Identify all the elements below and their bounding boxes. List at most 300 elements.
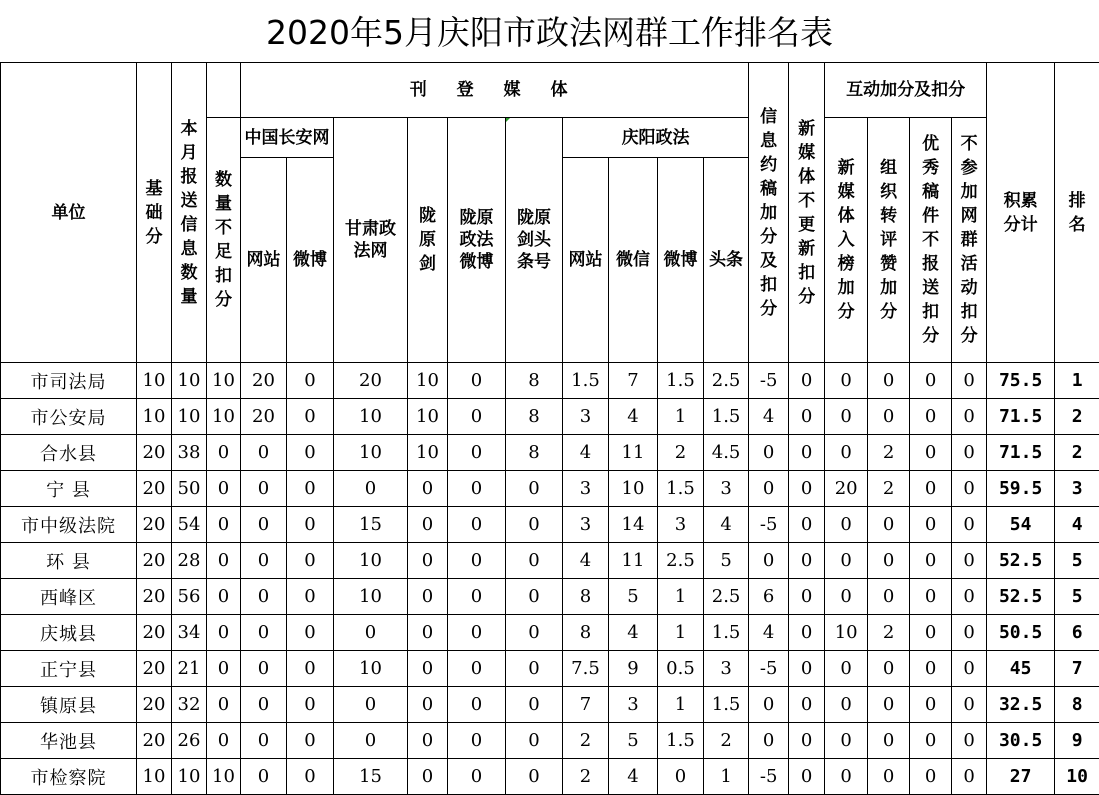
cell-value: 0 xyxy=(952,399,987,435)
cell-value: 0 xyxy=(408,723,448,759)
cell-value: 0 xyxy=(334,723,408,759)
cell-value: 38 xyxy=(172,435,207,471)
header-qy-toutiao: 头条 xyxy=(704,158,749,363)
cell-value: 1 xyxy=(658,579,704,615)
cell-value: 0 xyxy=(207,579,241,615)
cell-unit: 正宁县 xyxy=(1,651,137,687)
table-row xyxy=(1,507,1099,543)
cell-value: 2 xyxy=(658,435,704,471)
cell-value: 0 xyxy=(868,507,910,543)
cell-value: 7 xyxy=(563,687,609,723)
cell-value: 0 xyxy=(448,651,506,687)
cell-rank: 2 xyxy=(1055,399,1099,435)
cell-value: 0 xyxy=(241,651,287,687)
cell-value: 0 xyxy=(952,615,987,651)
cell-value: 10 xyxy=(334,435,408,471)
cell-value: 10 xyxy=(137,759,172,795)
cell-value: 0 xyxy=(506,759,563,795)
cell-value: 20 xyxy=(137,435,172,471)
header-qy-site: 网站 xyxy=(563,158,609,363)
header-reported: 本月报送信息数量 xyxy=(172,63,207,363)
cell-value: 3 xyxy=(704,651,749,687)
cell-value: 32 xyxy=(172,687,207,723)
cell-value: 0 xyxy=(506,507,563,543)
cell-value: 0 xyxy=(825,759,868,795)
cell-value: 50 xyxy=(172,471,207,507)
cell-value: 1.5 xyxy=(704,615,749,651)
cell-rank: 8 xyxy=(1055,687,1099,723)
table-body xyxy=(1,363,1099,795)
cell-value: 0 xyxy=(241,759,287,795)
cell-value: 0 xyxy=(825,651,868,687)
cell-total: 27 xyxy=(987,759,1055,795)
header-total: 积累分计 xyxy=(987,63,1055,363)
table-row xyxy=(1,687,1099,723)
cell-rank: 5 xyxy=(1055,579,1099,615)
cell-value: 0 xyxy=(207,615,241,651)
cell-value: 3 xyxy=(563,507,609,543)
cell-value: 2.5 xyxy=(704,579,749,615)
cell-value: 0 xyxy=(287,543,334,579)
header-qingyang: 庆阳政法 xyxy=(563,118,749,158)
cell-value: 1.5 xyxy=(658,363,704,399)
cell-value: 0 xyxy=(910,723,952,759)
cell-value: 2 xyxy=(868,435,910,471)
cell-value: 0 xyxy=(910,543,952,579)
cell-value: 0 xyxy=(241,435,287,471)
cell-value: 0 xyxy=(952,687,987,723)
header-excellent: 优秀稿件不报送扣分 xyxy=(910,118,952,363)
cell-value: 28 xyxy=(172,543,207,579)
header-no-update: 新媒体不更新扣分 xyxy=(789,63,825,363)
cell-value: 0 xyxy=(448,723,506,759)
cell-value: 0 xyxy=(789,759,825,795)
cell-value: 4 xyxy=(609,399,658,435)
cell-value: 34 xyxy=(172,615,207,651)
cell-rank: 3 xyxy=(1055,471,1099,507)
cell-value: 0 xyxy=(506,471,563,507)
cell-value: 15 xyxy=(334,507,408,543)
cell-unit: 市司法局 xyxy=(1,363,137,399)
table-header xyxy=(1,63,1099,363)
cell-unit: 市公安局 xyxy=(1,399,137,435)
cell-value: 20 xyxy=(137,723,172,759)
cell-value: 0 xyxy=(287,651,334,687)
cell-value: 0 xyxy=(287,687,334,723)
cell-value: 0.5 xyxy=(658,651,704,687)
header-unit: 单位 xyxy=(1,63,137,363)
cell-value: 0 xyxy=(241,579,287,615)
cell-total: 32.5 xyxy=(987,687,1055,723)
cell-value: 0 xyxy=(334,471,408,507)
cell-value: 8 xyxy=(506,399,563,435)
cell-value: 7 xyxy=(609,363,658,399)
cell-value: 0 xyxy=(789,507,825,543)
cell-value: 0 xyxy=(910,507,952,543)
cell-value: 0 xyxy=(207,723,241,759)
cell-value: 0 xyxy=(506,723,563,759)
cell-total: 52.5 xyxy=(987,543,1055,579)
cell-rank: 2 xyxy=(1055,435,1099,471)
cell-value: 8 xyxy=(506,363,563,399)
table-row xyxy=(1,363,1099,399)
ranking-table xyxy=(0,62,1099,795)
cell-value: 5 xyxy=(609,579,658,615)
cell-value: 56 xyxy=(172,579,207,615)
cell-value: 0 xyxy=(287,579,334,615)
cell-value: 11 xyxy=(609,543,658,579)
cell-value: 0 xyxy=(952,543,987,579)
cell-value: 0 xyxy=(241,471,287,507)
page-title: 2020年5月庆阳市政法网群工作排名表 xyxy=(266,13,833,52)
cell-value: 20 xyxy=(137,651,172,687)
cell-value: 0 xyxy=(910,759,952,795)
cell-value: 0 xyxy=(408,615,448,651)
cell-value: 2.5 xyxy=(704,363,749,399)
cell-value: 5 xyxy=(704,543,749,579)
cell-value: 0 xyxy=(868,543,910,579)
table-row xyxy=(1,615,1099,651)
cell-value: 3 xyxy=(609,687,658,723)
cell-value: 20 xyxy=(825,471,868,507)
cell-value: 10 xyxy=(137,399,172,435)
table-row xyxy=(1,759,1099,795)
cell-value: 0 xyxy=(868,399,910,435)
cell-value: 0 xyxy=(952,723,987,759)
cell-value: 0 xyxy=(789,399,825,435)
cell-value: 1 xyxy=(658,399,704,435)
cell-value: 0 xyxy=(207,651,241,687)
table-row xyxy=(1,651,1099,687)
cell-value: 20 xyxy=(241,399,287,435)
cell-value: 2 xyxy=(563,759,609,795)
cell-value: 0 xyxy=(825,363,868,399)
cell-value: 3 xyxy=(563,471,609,507)
cell-value: 8 xyxy=(563,615,609,651)
cell-value: 0 xyxy=(910,399,952,435)
cell-value: 10 xyxy=(334,399,408,435)
cell-value: 0 xyxy=(952,759,987,795)
cell-unit: 市中级法院 xyxy=(1,507,137,543)
cell-value: 2 xyxy=(563,723,609,759)
cell-value: 11 xyxy=(609,435,658,471)
cell-value: 0 xyxy=(287,723,334,759)
cell-value: 6 xyxy=(749,579,789,615)
cell-value: 4 xyxy=(563,435,609,471)
cell-total: 71.5 xyxy=(987,399,1055,435)
cell-value: 0 xyxy=(506,543,563,579)
cell-value: 0 xyxy=(287,471,334,507)
cell-total: 52.5 xyxy=(987,579,1055,615)
table-row xyxy=(1,399,1099,435)
cell-value: 1 xyxy=(658,687,704,723)
cell-value: 0 xyxy=(448,435,506,471)
table-row xyxy=(1,435,1099,471)
cell-value: 0 xyxy=(241,615,287,651)
cell-value: 20 xyxy=(137,471,172,507)
cell-value: 10 xyxy=(408,363,448,399)
header-changan-weibo: 微博 xyxy=(287,158,334,363)
cell-value: 0 xyxy=(207,435,241,471)
header-gansu: 甘肃政法网 xyxy=(334,118,408,363)
header-qy-weibo: 微博 xyxy=(658,158,704,363)
cell-value: 0 xyxy=(334,687,408,723)
cell-value: 0 xyxy=(207,507,241,543)
cell-value: 0 xyxy=(287,363,334,399)
cell-value: 0 xyxy=(789,435,825,471)
cell-value: -5 xyxy=(749,651,789,687)
cell-value: 0 xyxy=(910,579,952,615)
cell-value: 0 xyxy=(789,579,825,615)
cell-value: 8 xyxy=(506,435,563,471)
cell-value: 0 xyxy=(868,579,910,615)
cell-value: 0 xyxy=(910,615,952,651)
cell-value: 0 xyxy=(789,615,825,651)
cell-value: 0 xyxy=(287,759,334,795)
cell-value: 10 xyxy=(825,615,868,651)
header-interact-group: 互动加分及扣分 xyxy=(825,63,987,118)
cell-unit: 镇原县 xyxy=(1,687,137,723)
cell-unit: 市检察院 xyxy=(1,759,137,795)
cell-value: 20 xyxy=(137,687,172,723)
header-absent: 不参加网群活动扣分 xyxy=(952,118,987,363)
cell-value: 10 xyxy=(207,759,241,795)
cell-value: 15 xyxy=(334,759,408,795)
cell-value: 2 xyxy=(868,615,910,651)
cell-value: 0 xyxy=(910,363,952,399)
header-longyuan-weibo: 陇原政法微博 xyxy=(448,118,506,363)
cell-value: 10 xyxy=(609,471,658,507)
cell-value: 21 xyxy=(172,651,207,687)
cell-value: 4 xyxy=(749,615,789,651)
cell-value: 0 xyxy=(241,507,287,543)
cell-value: 0 xyxy=(287,399,334,435)
cell-value: 10 xyxy=(334,651,408,687)
cell-value: 0 xyxy=(241,687,287,723)
cell-rank: 4 xyxy=(1055,507,1099,543)
cell-value: 0 xyxy=(910,435,952,471)
cell-value: 0 xyxy=(658,759,704,795)
header-base: 基础分 xyxy=(137,63,172,363)
cell-value: 10 xyxy=(408,399,448,435)
header-rank-list: 新媒体入榜加分 xyxy=(825,118,868,363)
cell-value: 4 xyxy=(704,507,749,543)
cell-value: 0 xyxy=(448,543,506,579)
cell-total: 45 xyxy=(987,651,1055,687)
cell-value: 54 xyxy=(172,507,207,543)
cell-value: 0 xyxy=(207,543,241,579)
cell-unit: 合水县 xyxy=(1,435,137,471)
cell-value: 0 xyxy=(868,759,910,795)
cell-value: 0 xyxy=(825,507,868,543)
cell-value: 0 xyxy=(506,651,563,687)
cell-value: 0 xyxy=(789,651,825,687)
table-row xyxy=(1,471,1099,507)
cell-rank: 7 xyxy=(1055,651,1099,687)
header-longyuan: 陇原剑 xyxy=(408,118,448,363)
cell-value: 0 xyxy=(448,615,506,651)
cell-value: 0 xyxy=(910,471,952,507)
cell-value: 10 xyxy=(207,399,241,435)
cell-value: 0 xyxy=(789,471,825,507)
cell-value: 0 xyxy=(749,435,789,471)
cell-value: 0 xyxy=(789,543,825,579)
cell-value: 0 xyxy=(952,471,987,507)
cell-value: 0 xyxy=(952,363,987,399)
cell-value: 0 xyxy=(408,543,448,579)
header-commission: 信息约稿加分及扣分 xyxy=(749,63,789,363)
cell-value: 0 xyxy=(448,363,506,399)
cell-value: 0 xyxy=(825,723,868,759)
cell-value: 20 xyxy=(334,363,408,399)
cell-value: 2 xyxy=(868,471,910,507)
cell-value: 0 xyxy=(952,507,987,543)
cell-value: 0 xyxy=(749,723,789,759)
cell-value: -5 xyxy=(749,363,789,399)
cell-value: 2.5 xyxy=(658,543,704,579)
cell-unit: 环 县 xyxy=(1,543,137,579)
cell-value: 0 xyxy=(287,435,334,471)
cell-value: 0 xyxy=(408,579,448,615)
cell-value: 0 xyxy=(825,687,868,723)
cell-value: 10 xyxy=(172,363,207,399)
cell-value: 20 xyxy=(137,579,172,615)
cell-value: 10 xyxy=(137,363,172,399)
cell-total: 50.5 xyxy=(987,615,1055,651)
cell-value: 0 xyxy=(448,471,506,507)
cell-unit: 宁 县 xyxy=(1,471,137,507)
cell-value: 4.5 xyxy=(704,435,749,471)
cell-value: 9 xyxy=(609,651,658,687)
cell-value: 0 xyxy=(448,507,506,543)
cell-value: 0 xyxy=(448,759,506,795)
table-row xyxy=(1,543,1099,579)
cell-total: 71.5 xyxy=(987,435,1055,471)
cell-value: 1 xyxy=(704,759,749,795)
cell-value: 0 xyxy=(789,363,825,399)
cell-value: 1.5 xyxy=(704,399,749,435)
cell-value: 0 xyxy=(868,363,910,399)
cell-value: 0 xyxy=(749,687,789,723)
cell-rank: 5 xyxy=(1055,543,1099,579)
cell-value: 1.5 xyxy=(563,363,609,399)
cell-value: 0 xyxy=(910,687,952,723)
cell-value: 14 xyxy=(609,507,658,543)
cell-value: 0 xyxy=(408,759,448,795)
cell-value: 0 xyxy=(789,687,825,723)
cell-total: 30.5 xyxy=(987,723,1055,759)
cell-value: 1.5 xyxy=(658,471,704,507)
cell-value: 0 xyxy=(241,723,287,759)
cell-value: 0 xyxy=(334,615,408,651)
cell-value: 0 xyxy=(506,615,563,651)
cell-value: 3 xyxy=(563,399,609,435)
cell-value: 0 xyxy=(448,687,506,723)
cell-total: 75.5 xyxy=(987,363,1055,399)
cell-rank: 10 xyxy=(1055,759,1099,795)
cell-rank: 9 xyxy=(1055,723,1099,759)
cell-value: 10 xyxy=(334,543,408,579)
cell-value: 2 xyxy=(704,723,749,759)
header-qy-wechat: 微信 xyxy=(609,158,658,363)
cell-value: 0 xyxy=(789,723,825,759)
cell-value: 0 xyxy=(506,579,563,615)
header-insufficient: 数量不足扣分 xyxy=(207,118,241,363)
header-forward: 组织转评赞加分 xyxy=(868,118,910,363)
cell-unit: 庆城县 xyxy=(1,615,137,651)
cell-value: 0 xyxy=(868,723,910,759)
table-row xyxy=(1,579,1099,615)
cell-value: 3 xyxy=(658,507,704,543)
cell-value: 4 xyxy=(609,759,658,795)
cell-unit: 西峰区 xyxy=(1,579,137,615)
cell-value: 4 xyxy=(563,543,609,579)
header-longyuan-toutiao: 陇原剑头条号 xyxy=(506,118,563,363)
cell-value: 4 xyxy=(749,399,789,435)
header-rank: 排名 xyxy=(1055,63,1099,363)
cell-value: 0 xyxy=(825,543,868,579)
cell-value: 0 xyxy=(448,399,506,435)
cell-rank: 6 xyxy=(1055,615,1099,651)
cell-value: 0 xyxy=(207,471,241,507)
cell-value: 0 xyxy=(207,687,241,723)
cell-total: 59.5 xyxy=(987,471,1055,507)
header-media-group: 刊 登 媒 体 xyxy=(241,63,749,118)
cell-value: 0 xyxy=(287,507,334,543)
cell-value: 0 xyxy=(749,543,789,579)
cell-value: 0 xyxy=(868,687,910,723)
cell-rank: 1 xyxy=(1055,363,1099,399)
cell-value: 0 xyxy=(952,579,987,615)
cell-value: -5 xyxy=(749,759,789,795)
cell-total: 54 xyxy=(987,507,1055,543)
cell-value: 20 xyxy=(137,543,172,579)
cell-unit: 华池县 xyxy=(1,723,137,759)
cell-value: 10 xyxy=(408,435,448,471)
cell-value: 1.5 xyxy=(658,723,704,759)
cell-value: 5 xyxy=(609,723,658,759)
cell-value: 0 xyxy=(952,651,987,687)
cell-value: 0 xyxy=(825,399,868,435)
cell-value: 0 xyxy=(825,435,868,471)
header-changan-site: 网站 xyxy=(241,158,287,363)
cell-value: 0 xyxy=(408,507,448,543)
header-changan: 中国长安网 xyxy=(241,118,334,158)
cell-value: 0 xyxy=(506,687,563,723)
cell-value: 1 xyxy=(658,615,704,651)
cell-value: 0 xyxy=(408,687,448,723)
header-blank xyxy=(207,63,241,118)
cell-value: 0 xyxy=(287,615,334,651)
cell-value: 8 xyxy=(563,579,609,615)
cell-value: 10 xyxy=(207,363,241,399)
table-row xyxy=(1,723,1099,759)
cell-value: 0 xyxy=(952,435,987,471)
cell-value: 10 xyxy=(172,759,207,795)
cell-value: 0 xyxy=(241,543,287,579)
cell-value: 0 xyxy=(868,651,910,687)
cell-value: 20 xyxy=(241,363,287,399)
cell-value: 0 xyxy=(910,651,952,687)
cell-value: 20 xyxy=(137,615,172,651)
cell-value: 0 xyxy=(408,471,448,507)
cell-value: 10 xyxy=(334,579,408,615)
cell-value: -5 xyxy=(749,507,789,543)
cell-value: 3 xyxy=(704,471,749,507)
cell-value: 0 xyxy=(749,471,789,507)
cell-value: 4 xyxy=(609,615,658,651)
cell-value: 7.5 xyxy=(563,651,609,687)
